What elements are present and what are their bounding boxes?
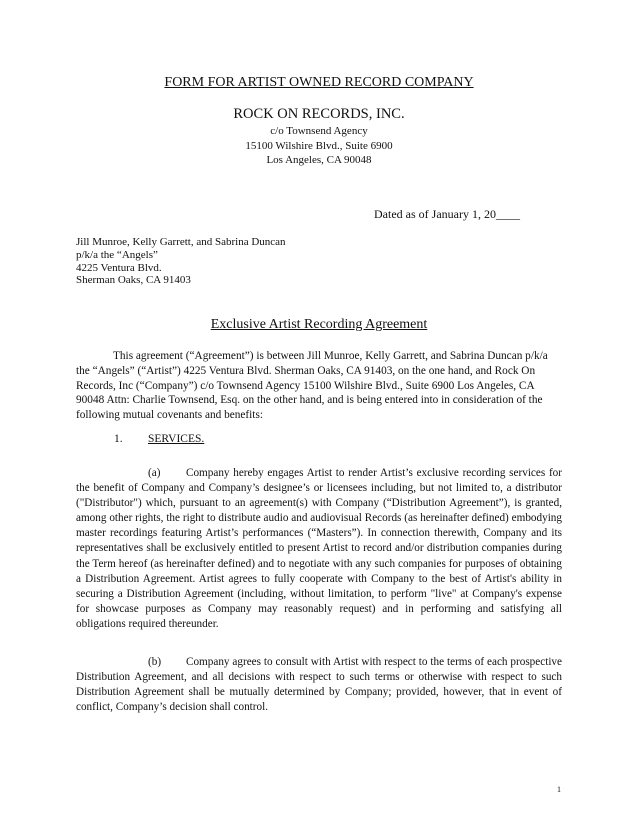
recipient-address [76, 236, 286, 287]
recipient-line: 4225 Ventura Blvd. [76, 261, 162, 274]
paragraph-a [76, 466, 562, 632]
agreement-title: Exclusive Artist Recording Agreement [210, 317, 428, 332]
company-address-line: 15100 Wilshire Blvd., Suite 6900 [245, 139, 393, 152]
paragraph-text: Company hereby engages Artist to render Artist’s exclusive recording services for the benefit of Company and Company’s designee’s or licensees including, but not limited to, a distributor ("Distributor") which, pursuant to an agreement(s) with Company (“Distribution Agreement”), is granted, among other rights, the right to distribute audio and audiovisual Records (as hereinafter defined) embodying master recordings featuring Artist’s performances (“Masters”). In connection therewith, Company and its representatives shall be exclusively entitled to present Artist to record and/or distribution companies during the Term hereof (as hereinafter defined) and to negotiate with any such companies for purposes of obtaining a Distribution Agreement. Artist agrees to fully cooperate with Company to the best of Artist's ability in securing a Distribution Agreement (including, without limitation, to perform "live" at Company's expense for showcase purposes as Company may reasonably request) and in performing and satisfying all obligations required thereunder. [76, 467, 562, 630]
company-address [0, 124, 638, 168]
paragraph-text: Company agrees to consult with Artist with respect to the terms of each prospective Distribution Agreement, and all decisions with respect to such terms or otherwise with respect to such Distribution Agreement shall be mutually determined by Company; provided, however, that in event of conflict, Company’s decision shall control. [76, 656, 562, 714]
recipient-line: Sherman Oaks, CA 91403 [76, 274, 191, 287]
recipient-line: p/k/a the “Angels” [76, 248, 158, 261]
intro-paragraph: This agreement (“Agreement”) is between Jill Munroe, Kelly Garrett, and Sabrina Duncan p/k/a the “Angels” (“Artist”) 4225 Ventura Blvd. Sherman Oaks, CA 91403, on the one hand, and Rock On Records, Inc (“Company”) c/o Townsend Agency 15100 Wilshire Blvd., Suite 6900 Los Angeles, CA 90048 Attn: Charlie Townsend, Esq. on the other hand, and is being entered into in consideration of the following mutual covenants and benefits: [76, 350, 548, 422]
paragraph-marker: (a) [148, 467, 161, 479]
form-title: FORM FOR ARTIST OWNED RECORD COMPANY [164, 75, 474, 90]
section-heading [114, 433, 204, 445]
paragraph-b [76, 655, 562, 715]
section-label: SERVICES. [148, 433, 205, 445]
company-address-line: c/o Townsend Agency [270, 125, 368, 137]
dated-line: Dated as of January 1, 20____ [374, 207, 520, 221]
paragraph-marker: (b) [148, 656, 162, 668]
section-number: 1. [114, 433, 123, 445]
company-name: ROCK ON RECORDS, INC. [233, 106, 405, 122]
company-address-line: Los Angeles, CA 90048 [266, 154, 372, 166]
page-number: 1 [557, 785, 561, 794]
recipient-line: Jill Munroe, Kelly Garrett, and Sabrina Duncan [76, 236, 286, 248]
